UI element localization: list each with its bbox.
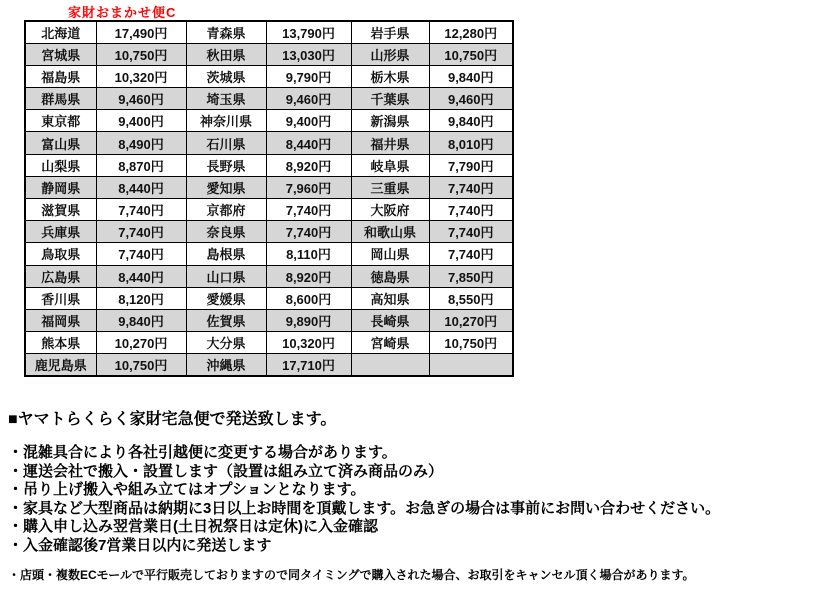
- prefecture-cell: 新潟県: [351, 110, 429, 132]
- prefecture-cell: 秋田県: [186, 43, 266, 65]
- prefecture-cell: 滋賀県: [25, 199, 96, 221]
- price-cell: 10,270円: [429, 309, 513, 331]
- table-row: [25, 88, 513, 110]
- table-row: [25, 265, 513, 287]
- prefecture-cell: 埼玉県: [186, 88, 266, 110]
- prefecture-cell: 愛媛県: [186, 287, 266, 309]
- prefecture-cell: 山形県: [351, 43, 429, 65]
- price-cell: 9,790円: [266, 65, 351, 87]
- price-cell: 7,740円: [429, 221, 513, 243]
- price-cell: 7,740円: [96, 221, 186, 243]
- prefecture-cell: 長野県: [186, 154, 266, 176]
- price-cell: 8,870円: [96, 154, 186, 176]
- prefecture-cell: 和歌山県: [351, 221, 429, 243]
- prefecture-cell: 山梨県: [25, 154, 96, 176]
- price-cell: 7,740円: [429, 176, 513, 198]
- price-cell: 7,740円: [429, 199, 513, 221]
- prefecture-cell: 鹿児島県: [25, 354, 96, 376]
- price-cell: 13,030円: [266, 43, 351, 65]
- note-bullet: ・入金確認後7営業日以内に発送します: [8, 536, 272, 554]
- prefecture-cell: 熊本県: [25, 332, 96, 354]
- prefecture-cell: 福岡県: [25, 309, 96, 331]
- prefecture-cell: 栃木県: [351, 65, 429, 87]
- prefecture-cell: 岩手県: [351, 21, 429, 43]
- prefecture-cell: [351, 354, 429, 376]
- price-cell: 9,400円: [96, 110, 186, 132]
- table-row: [25, 287, 513, 309]
- price-cell: 7,850円: [429, 265, 513, 287]
- prefecture-cell: 千葉県: [351, 88, 429, 110]
- price-cell: 9,460円: [429, 88, 513, 110]
- table-row: [25, 154, 513, 176]
- price-cell: 10,320円: [266, 332, 351, 354]
- table-row: [25, 309, 513, 331]
- price-cell: 8,490円: [96, 132, 186, 154]
- price-cell: 8,440円: [266, 132, 351, 154]
- price-cell: 8,440円: [96, 265, 186, 287]
- price-cell: 10,750円: [429, 332, 513, 354]
- prefecture-cell: 山口県: [186, 265, 266, 287]
- price-cell: 17,490円: [96, 21, 186, 43]
- prefecture-cell: 長崎県: [351, 309, 429, 331]
- price-cell: 8,010円: [429, 132, 513, 154]
- prefecture-cell: 香川県: [25, 287, 96, 309]
- prefecture-cell: 佐賀県: [186, 309, 266, 331]
- prefecture-cell: 東京都: [25, 110, 96, 132]
- table-row: [25, 132, 513, 154]
- table-row: [25, 65, 513, 87]
- prefecture-cell: 宮崎県: [351, 332, 429, 354]
- price-cell: 9,840円: [96, 309, 186, 331]
- note-bullet: ・吊り上げ搬入や組み立てはオプションとなります。: [8, 481, 366, 498]
- shipping-price-table: [24, 20, 514, 377]
- price-cell: 8,120円: [96, 287, 186, 309]
- price-cell: 7,740円: [429, 243, 513, 265]
- price-cell: 13,790円: [266, 21, 351, 43]
- prefecture-cell: 宮城県: [25, 43, 96, 65]
- prefecture-cell: 青森県: [186, 21, 266, 43]
- prefecture-cell: 鳥取県: [25, 243, 96, 265]
- price-table-body: [25, 21, 513, 376]
- prefecture-cell: 神奈川県: [186, 110, 266, 132]
- prefecture-cell: 広島県: [25, 265, 96, 287]
- price-cell: 8,440円: [96, 176, 186, 198]
- price-cell: 8,110円: [266, 243, 351, 265]
- prefecture-cell: 島根県: [186, 243, 266, 265]
- note-bullet: ・購入申し込み翌営業日(土日祝祭日は定休)に入金確認: [8, 518, 378, 535]
- price-cell: 9,460円: [96, 88, 186, 110]
- notes-list: [8, 444, 818, 555]
- price-cell: 10,320円: [96, 65, 186, 87]
- price-cell: 8,920円: [266, 154, 351, 176]
- prefecture-cell: 徳島県: [351, 265, 429, 287]
- price-cell: 8,550円: [429, 287, 513, 309]
- price-cell: 10,750円: [429, 43, 513, 65]
- prefecture-cell: 兵庫県: [25, 221, 96, 243]
- table-row: [25, 332, 513, 354]
- table-row: [25, 199, 513, 221]
- price-cell: 7,740円: [266, 199, 351, 221]
- price-cell: [429, 354, 513, 376]
- table-row: [25, 354, 513, 376]
- prefecture-cell: 大阪府: [351, 199, 429, 221]
- table-row: [25, 21, 513, 43]
- price-cell: 7,740円: [96, 199, 186, 221]
- shipping-table-title: 家財おまかせ便C: [68, 5, 177, 20]
- prefecture-cell: 福井県: [351, 132, 429, 154]
- price-cell: 7,740円: [96, 243, 186, 265]
- table-row: [25, 43, 513, 65]
- prefecture-cell: 沖縄県: [186, 354, 266, 376]
- price-cell: 9,840円: [429, 65, 513, 87]
- prefecture-cell: 群馬県: [25, 88, 96, 110]
- prefecture-cell: 大分県: [186, 332, 266, 354]
- prefecture-cell: 愛知県: [186, 176, 266, 198]
- prefecture-cell: 茨城県: [186, 65, 266, 87]
- price-cell: 9,840円: [429, 110, 513, 132]
- price-cell: 7,960円: [266, 176, 351, 198]
- price-cell: 17,710円: [266, 354, 351, 376]
- notes-heading: ■ヤマトらくらく家財宅急便で発送致します。: [8, 411, 337, 428]
- prefecture-cell: 石川県: [186, 132, 266, 154]
- prefecture-cell: 京都府: [186, 199, 266, 221]
- prefecture-cell: 富山県: [25, 132, 96, 154]
- prefecture-cell: 静岡県: [25, 176, 96, 198]
- price-cell: 12,280円: [429, 21, 513, 43]
- note-bullet: ・運送会社で搬入・設置します（設置は組み立て済み商品のみ）: [8, 462, 444, 480]
- table-row: [25, 243, 513, 265]
- price-cell: 10,750円: [96, 354, 186, 376]
- note-bullet: ・混雑具合により各社引越便に変更する場合があります。: [8, 444, 397, 461]
- price-cell: 7,790円: [429, 154, 513, 176]
- table-row: [25, 110, 513, 132]
- prefecture-cell: 高知県: [351, 287, 429, 309]
- prefecture-cell: 岡山県: [351, 243, 429, 265]
- price-cell: 8,920円: [266, 265, 351, 287]
- prefecture-cell: 三重県: [351, 176, 429, 198]
- prefecture-cell: 岐阜県: [351, 154, 429, 176]
- price-cell: 10,750円: [96, 43, 186, 65]
- prefecture-cell: 北海道: [25, 21, 96, 43]
- shipping-notes-section: [8, 406, 818, 583]
- price-cell: 10,270円: [96, 332, 186, 354]
- price-cell: 7,740円: [266, 221, 351, 243]
- price-cell: 9,400円: [266, 110, 351, 132]
- price-cell: 9,460円: [266, 88, 351, 110]
- table-row: [25, 221, 513, 243]
- table-row: [25, 176, 513, 198]
- notes-footnote: ・店頭・複数ECモールで平行販売しておりますので同タイミングで購入された場合、お取引をキャンセル頂く場合があります。: [8, 568, 695, 582]
- price-cell: 9,890円: [266, 309, 351, 331]
- prefecture-cell: 奈良県: [186, 221, 266, 243]
- note-bullet: ・家具など大型商品は納期に3日以上お時間を頂戴します。お急ぎの場合は事前にお問い合わせください。: [8, 499, 721, 517]
- price-cell: 8,600円: [266, 287, 351, 309]
- prefecture-cell: 福島県: [25, 65, 96, 87]
